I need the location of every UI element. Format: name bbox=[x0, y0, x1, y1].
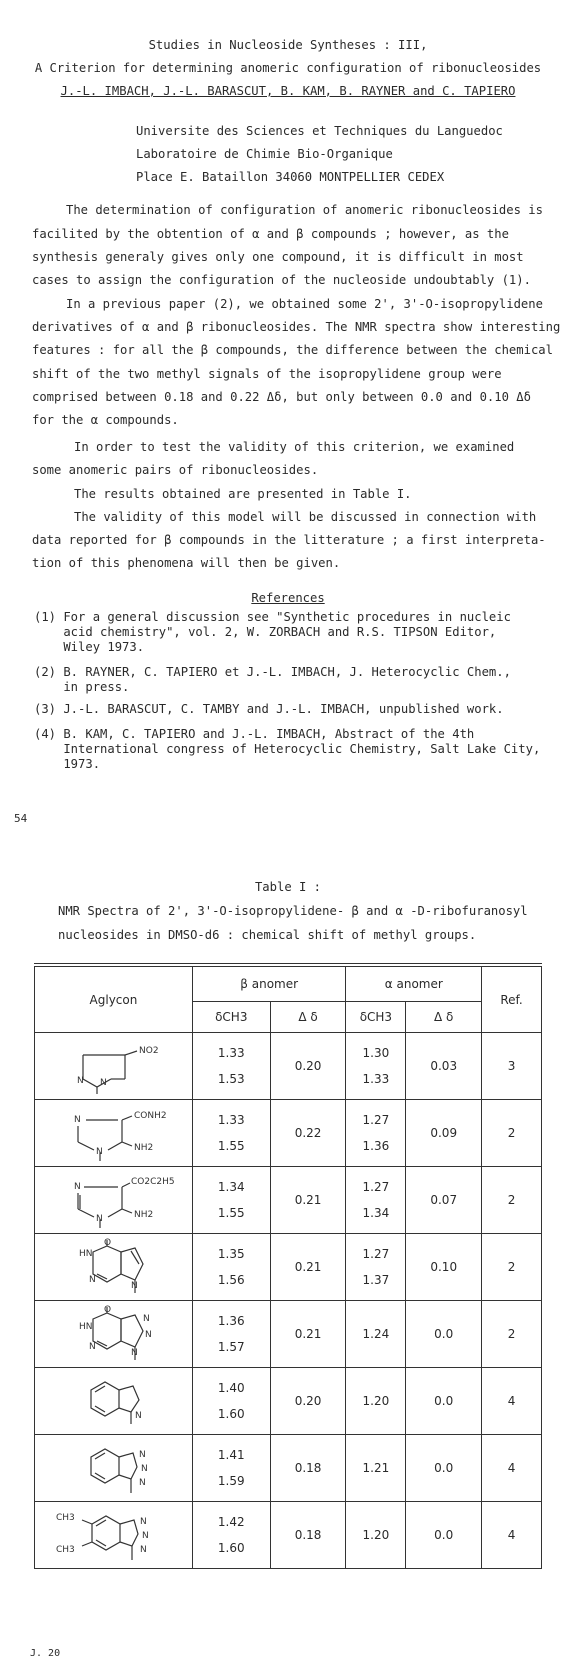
body-line: derivatives of α and β ribonucleosides. The NMR spectra show interesting bbox=[32, 320, 561, 334]
beta-delta: 0.20 bbox=[270, 1368, 346, 1435]
alpha-delta: 0.07 bbox=[406, 1167, 482, 1234]
body-line: tion of this phenomena will then be given. bbox=[32, 556, 341, 570]
beta-shift-2: 1.60 bbox=[217, 1407, 245, 1421]
table-row bbox=[35, 1234, 542, 1301]
beta-shift-2: 1.59 bbox=[217, 1474, 245, 1488]
beta-shift-2: 1.60 bbox=[217, 1541, 245, 1555]
label-n: N bbox=[135, 1411, 143, 1421]
table-row bbox=[35, 1368, 542, 1435]
label-n: N bbox=[145, 1330, 153, 1340]
label-n: N bbox=[74, 1182, 82, 1192]
header-aglycon: Aglycon bbox=[35, 967, 193, 1033]
beta-shift-1: 1.34 bbox=[217, 1180, 245, 1194]
beta-shift-1: 1.40 bbox=[217, 1381, 245, 1395]
aglycon-structure-dimethylbenzotriazole bbox=[35, 1502, 193, 1569]
body-line: facilited by the obtention of α and β compounds ; however, as the bbox=[32, 227, 509, 241]
alpha-shift-2: 1.36 bbox=[362, 1139, 390, 1153]
header-alpha-delta: Δ δ bbox=[406, 1002, 482, 1033]
nmr-table bbox=[34, 966, 542, 1569]
ref-cell: 3 bbox=[482, 1033, 542, 1100]
table-row bbox=[35, 1435, 542, 1502]
body-line: comprised between 0.18 and 0.22 Δδ, but only between 0.0 and 0.10 Δδ bbox=[32, 390, 531, 404]
alpha-delta: 0.10 bbox=[406, 1234, 482, 1301]
ref-cell: 2 bbox=[482, 1301, 542, 1368]
reference-item: (2) B. RAYNER, C. TAPIERO et J.-L. IMBACH, J. Heterocyclic Chem., in press. bbox=[34, 665, 511, 694]
header-beta-anomer: β anomer bbox=[192, 967, 346, 1002]
alpha-delta: 0.0 bbox=[406, 1435, 482, 1502]
ref-cell: 2 bbox=[482, 1234, 542, 1301]
ref-cell: 2 bbox=[482, 1167, 542, 1234]
table-row bbox=[35, 1100, 542, 1167]
ref-cell: 2 bbox=[482, 1100, 542, 1167]
paper-authors: J.-L. IMBACH, J.-L. BARASCUT, B. KAM, B. RAYNER and C. TAPIERO bbox=[60, 84, 516, 98]
beta-shift-2: 1.53 bbox=[217, 1072, 245, 1086]
table-top-rule bbox=[34, 963, 542, 964]
label-nh2: NH2 bbox=[134, 1210, 154, 1220]
beta-delta: 0.18 bbox=[270, 1502, 346, 1569]
header-beta-shift: δCH3 bbox=[192, 1002, 270, 1033]
label-n: N bbox=[89, 1342, 97, 1352]
label-n: N bbox=[89, 1275, 97, 1285]
body-line: for the α compounds. bbox=[32, 413, 179, 427]
body-line: some anomeric pairs of ribonucleosides. bbox=[32, 463, 319, 477]
aglycon-structure-benzotriazole bbox=[35, 1435, 193, 1502]
page-number: 54 bbox=[14, 812, 28, 825]
beta-delta: 0.21 bbox=[270, 1234, 346, 1301]
reference-item: (4) B. KAM, C. TAPIERO and J.-L. IMBACH, Abstract of the 4th International congress of Heterocyclic Chemistry, Salt Lake City, 1973. bbox=[34, 727, 541, 771]
alpha-shift-1: 1.27 bbox=[362, 1113, 390, 1127]
alpha-shift: 1.24 bbox=[346, 1301, 406, 1368]
label-n: N bbox=[131, 1281, 139, 1291]
label-ch3: CH3 bbox=[56, 1545, 76, 1555]
label-n: N bbox=[77, 1076, 85, 1086]
alpha-shift: 1.21 bbox=[346, 1435, 406, 1502]
footer-note: J. 20 bbox=[30, 1648, 61, 1659]
reference-item: (3) J.-L. BARASCUT, C. TAMBY and J.-L. IMBACH, unpublished work. bbox=[34, 702, 504, 716]
ref-cell: 4 bbox=[482, 1435, 542, 1502]
body-line: The results obtained are presented in Table I. bbox=[74, 487, 412, 501]
header-ref: Ref. bbox=[482, 967, 542, 1033]
header-beta-delta: Δ δ bbox=[270, 1002, 346, 1033]
label-hn: HN bbox=[79, 1322, 93, 1332]
alpha-shift-2: 1.33 bbox=[362, 1072, 390, 1086]
alpha-delta: 0.03 bbox=[406, 1033, 482, 1100]
beta-shift-2: 1.56 bbox=[217, 1273, 245, 1287]
label-n: N bbox=[100, 1078, 108, 1088]
aglycon-structure-indazole bbox=[35, 1368, 193, 1435]
beta-shift-2: 1.55 bbox=[217, 1206, 245, 1220]
label-n: N bbox=[131, 1348, 139, 1358]
label-n: N bbox=[142, 1531, 150, 1541]
alpha-delta: 0.0 bbox=[406, 1368, 482, 1435]
affiliation-line3: Place E. Bataillon 34060 MONTPELLIER CEDEX bbox=[136, 170, 445, 184]
alpha-shift: 1.20 bbox=[346, 1368, 406, 1435]
label-co2c2h5: CO2C2H5 bbox=[131, 1177, 176, 1187]
label-no2: NO2 bbox=[139, 1046, 159, 1056]
alpha-shift-1: 1.27 bbox=[362, 1247, 390, 1261]
beta-delta: 0.18 bbox=[270, 1435, 346, 1502]
aglycon-structure-azapurinone bbox=[35, 1301, 193, 1368]
label-o: O bbox=[104, 1305, 112, 1315]
table-caption: Table I : bbox=[254, 880, 322, 894]
body-line: In order to test the validity of this criterion, we examined bbox=[74, 440, 515, 454]
references-heading: References bbox=[251, 591, 325, 605]
label-n: N bbox=[140, 1517, 148, 1527]
alpha-delta: 0.09 bbox=[406, 1100, 482, 1167]
table-row bbox=[35, 1502, 542, 1569]
beta-delta: 0.21 bbox=[270, 1167, 346, 1234]
affiliation-line2: Laboratoire de Chimie Bio-Organique bbox=[136, 147, 393, 161]
aglycon-structure-nitropyrazole bbox=[35, 1033, 193, 1100]
table-row bbox=[35, 1033, 542, 1100]
label-n: N bbox=[74, 1115, 82, 1125]
alpha-shift-2: 1.37 bbox=[362, 1273, 390, 1287]
body-line: shift of the two methyl signals of the isopropylidene group were bbox=[32, 367, 502, 381]
label-n: N bbox=[143, 1314, 151, 1324]
label-ch3: CH3 bbox=[56, 1513, 76, 1523]
beta-shift-2: 1.55 bbox=[217, 1139, 245, 1153]
beta-delta: 0.20 bbox=[270, 1033, 346, 1100]
beta-shift-2: 1.57 bbox=[217, 1340, 245, 1354]
label-conh2: CONH2 bbox=[134, 1111, 168, 1121]
aglycon-structure-aminoimidazole-carboxamide bbox=[35, 1100, 193, 1167]
alpha-shift-1: 1.27 bbox=[362, 1180, 390, 1194]
beta-shift-1: 1.41 bbox=[217, 1448, 245, 1462]
body-line: The validity of this model will be discussed in connection with bbox=[74, 510, 537, 524]
alpha-shift-1: 1.30 bbox=[362, 1046, 390, 1060]
table-row bbox=[35, 1301, 542, 1368]
label-n: N bbox=[139, 1450, 147, 1460]
body-line: synthesis generaly gives only one compound, it is difficult in most bbox=[32, 250, 524, 264]
beta-shift-1: 1.33 bbox=[217, 1113, 245, 1127]
paper-title-line1: Studies in Nucleoside Syntheses : III, bbox=[148, 38, 428, 52]
body-line: features : for all the β compounds, the difference between the chemical bbox=[32, 343, 553, 357]
body-line: data reported for β compounds in the litterature ; a first interpreta- bbox=[32, 533, 546, 547]
label-n: N bbox=[96, 1147, 104, 1157]
header-alpha-shift: δCH3 bbox=[346, 1002, 406, 1033]
beta-shift-1: 1.42 bbox=[217, 1515, 245, 1529]
reference-item: (1) For a general discussion see "Synthetic procedures in nucleic acid chemistry", vol. 2, W. ZORBACH and R.S. TIPSON Editor, Wiley 1973. bbox=[34, 610, 511, 654]
body-line: cases to assign the configuration of the nucleoside undoubtably (1). bbox=[32, 273, 531, 287]
alpha-shift: 1.20 bbox=[346, 1502, 406, 1569]
body-line: The determination of configuration of anomeric ribonucleosides is bbox=[66, 203, 543, 217]
aglycon-structure-purinone bbox=[35, 1234, 193, 1301]
beta-delta: 0.21 bbox=[270, 1301, 346, 1368]
table-row bbox=[35, 1167, 542, 1234]
beta-shift-1: 1.36 bbox=[217, 1314, 245, 1328]
table-subcaption-line2: nucleosides in DMSO-d6 : chemical shift of methyl groups. bbox=[58, 928, 477, 942]
beta-delta: 0.22 bbox=[270, 1100, 346, 1167]
label-nh2: NH2 bbox=[134, 1143, 154, 1153]
beta-shift-1: 1.33 bbox=[217, 1046, 245, 1060]
table-subcaption-line1: NMR Spectra of 2', 3'-O-isopropylidene- β and α -D-ribofuranosyl bbox=[58, 904, 528, 918]
paper-title-line2: A Criterion for determining anomeric configuration of ribonucleosides bbox=[34, 61, 542, 75]
label-o: O bbox=[104, 1238, 112, 1248]
label-n: N bbox=[141, 1464, 149, 1474]
alpha-shift-2: 1.34 bbox=[362, 1206, 390, 1220]
label-hn: HN bbox=[79, 1249, 93, 1259]
header-alpha-anomer: α anomer bbox=[346, 967, 482, 1002]
alpha-delta: 0.0 bbox=[406, 1502, 482, 1569]
label-n: N bbox=[96, 1214, 104, 1224]
label-n: N bbox=[140, 1545, 148, 1555]
alpha-delta: 0.0 bbox=[406, 1301, 482, 1368]
body-line: In a previous paper (2), we obtained some 2', 3'-O-isopropylidene bbox=[66, 297, 543, 311]
ref-cell: 4 bbox=[482, 1502, 542, 1569]
beta-shift-1: 1.35 bbox=[217, 1247, 245, 1261]
affiliation-line1: Universite des Sciences et Techniques du Languedoc bbox=[136, 124, 503, 138]
ref-cell: 4 bbox=[482, 1368, 542, 1435]
aglycon-structure-aminoimidazole-ester bbox=[35, 1167, 193, 1234]
label-n: N bbox=[139, 1478, 147, 1488]
